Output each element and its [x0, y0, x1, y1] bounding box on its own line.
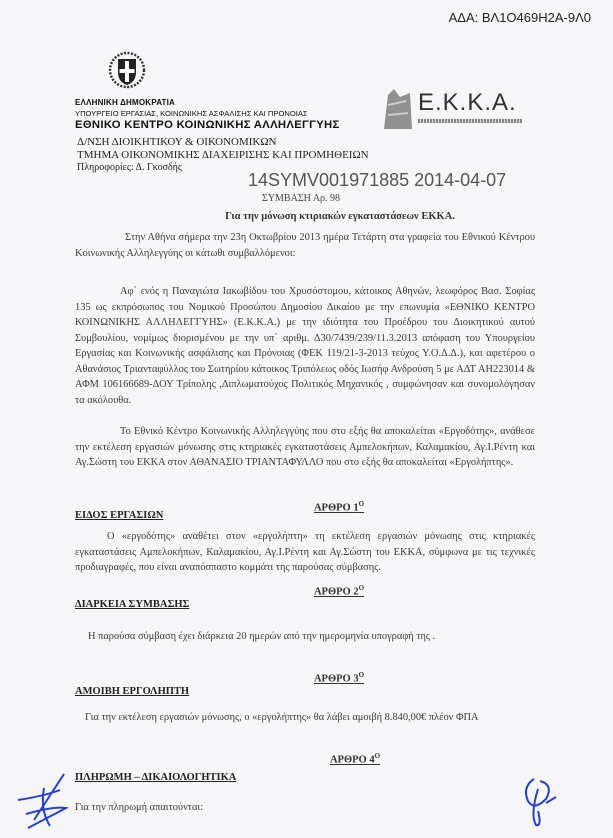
ekka-logo — [380, 85, 525, 137]
article-2-text: Η παρούσα σύμβαση έχει διάρκεια 20 ημερών από την ημερομηνία υπογραφή της . — [88, 631, 436, 642]
document-title: Για την μόνωση κτιριακών εγκαταστάσεων ΕΚΚΑ. — [225, 211, 455, 222]
article-4-label: ΑΡΘΡΟ $4^O$ — [329, 752, 381, 766]
article-4-heading: ΠΛΗΡΩΜΗ – ΔΙΚΑΙΟΛΟΓΗΤΙΚΑ — [75, 772, 237, 783]
ekka-figure-icon — [380, 85, 416, 133]
center-label: ΕΘΝΙΚΟ ΚΕΝΤΡΟ ΚΟΙΝΩΝΙΚΗΣ ΑΛΛΗΛΕΓΓΥΗΣ — [75, 119, 340, 131]
greek-emblem-icon — [108, 50, 146, 92]
article-3-text: Για την εκτέλεση εργασιών μόνωσης, ο «εργολήπτης» θα λάβει αμοιβή 8.840,00€ πλέον ΦΠΑ — [85, 712, 479, 723]
article-1-heading: ΕΙΔΟΣ ΕΡΓΑΣΙΩΝ — [75, 510, 164, 521]
signature-left-icon — [14, 770, 76, 832]
article-3-label: ΑΡΘΡΟ $3^O$ — [313, 671, 365, 685]
directorate-label: Δ/ΝΣΗ ΔΙΟΙΚΗΤΙΚΟΥ & ΟΙΚΟΝΟΜΙΚΩΝ — [77, 136, 277, 148]
article-1-label: ΑΡΘΡΟ $1^O$ — [313, 500, 365, 514]
unit-label: ΤΜΗΜΑ ΟΙΚΟΝΟΜΙΚΗΣ ΔΙΑΧΕΙΡΙΣΗΣ ΚΑΙ ΠΡΟΜΗΘΕΙΩΝ — [77, 149, 369, 161]
ministry-label: ΥΠΟΥΡΓΕΙΟ ΕΡΓΑΣΙΑΣ, ΚΟΙΝΩΝΙΚΗΣ ΑΣΦΑΛΙΣΗΣ ΚΑΙ ΠΡΟΝΟΙΑΣ — [75, 109, 308, 118]
republic-label: ΕΛΛΗΝΙΚΗ ΔΗΜΟΚΡΑΤΙΑ — [75, 98, 175, 107]
article-4-text: Για την πληρωμή απαιτούνται: — [75, 802, 204, 813]
signature-right-icon — [520, 775, 560, 830]
contract-number: ΣΥΜΒΑΣΗ Αρ. 98 — [262, 193, 341, 204]
ada-code: ΑΔΑ: ΒΛ1Ο469Η2Α-9Λ0 — [448, 10, 591, 25]
article-2-heading: ΔΙΑΡΚΕΙΑ ΣΥΜΒΑΣΗΣ — [75, 599, 190, 610]
registry-stamp: 14SYMV001971885 2014-04-07 — [248, 170, 507, 190]
article-3-heading: ΑΜΟΙΒΗ ΕΡΓΟΛΗΠΤΗ — [75, 686, 190, 697]
article-2-label: ΑΡΘΡΟ $2^O$ — [313, 584, 365, 598]
ekka-logo-text: Ε.Κ.Κ.Α. — [418, 89, 517, 116]
info-label: Πληροφορίες: Δ. Γκοσδής — [77, 162, 182, 173]
intro-paragraph: Στην Αθήνα σήμερα την 23η Οκτωβρίου 2013 ημέρα Τετάρτη στα γραφεία του Εθνικού Κέντρου Κοινωνικής Αλληλεγγύης οι κάτωθι συμβαλλόμενοι: — [75, 232, 535, 259]
logo-subtitle-bar — [418, 119, 522, 123]
parties-paragraph: Αφ΄ ενός η Παναγιώτα Ιακωβίδου του Χρυσόστομου, κάτοικος Αθηνών, λεωφόρος Βασ. Σοφίας 135 ως εκπρόσωπος του Νομικού Προσώπου Δημοσίου Δικαίου με την επωνυμία «ΕΘΝΙΚΟ ΚΕΝΤΡΟ ΚΟΙΝΩΝΙΚΗΣ ΑΛΛΗΛΕΓΓΥΗΣ» (Ε.Κ.Κ.Α.) με την ιδιότητα του Προέδρου του Διοικητικού αυτού Συμβουλίου, νομίμως διορισμένου με την υπ΄ αριθμ. Δ30/7439/239/11.3.2013 απόφαση του Υπουργείου Εργασίας και Κοινωνικής ασφάλισης και Πρόνοιας (ΦΕΚ 119/21-3-2013 τεύχος Υ.Ο.Δ.Δ.), και αφετέρου ο Αθανάσιος Τριανταφύλλος του Σωτηρίου κάτοικος Τριπόλεως οδός Ιωσήφ Ανδρούση 5 με ΑΔΤ ΑΗ223014 & ΑΦΜ 106166689-ΔΟΥ Τρίπολης ,Διπλωματούχος Πολιτικός Μηχανικός , συμφώνησαν και συνομολόγησαν τα ακόλουθα. — [75, 286, 535, 406]
assignment-paragraph: Το Εθνικό Κέντρο Κοινωνικής Αλληλεγγύης που στο εξής θα αποκαλείται «Εργοδότης», ανάθεσε την εκτέλεση εργασιών μόνωσης στις κτηριακές εγκαταστάσεις Αμπελοκήπων, Καλαμακίου, Αγ.Ι.Ρέντη και Αγ.Σώστη του ΕΚΚΑ στον ΑΘΑΝΑΣΙΟ ΤΡΙΑΝΤΑΦΥΛΛΟ που στο εξής θα αποκαλείται «Εργολήπτης». — [75, 426, 535, 468]
article-1-text: Ο «εργοδότης» αναθέτει στον «εργολήπτη» τη εκτέλεση εργασιών μόνωσης στις κτηριακές εγκαταστάσεις Αμπελοκήπων, Καλαμακίου, Αγ.Ι.Ρέντη και Αγ.Σώστη του ΕΚΚΑ, σύμφωνα με τις τεχνικές προδιαγραφές, που είναι αναπόσπαστο κομμάτι της παρούσας σύμβασης. — [75, 531, 535, 573]
